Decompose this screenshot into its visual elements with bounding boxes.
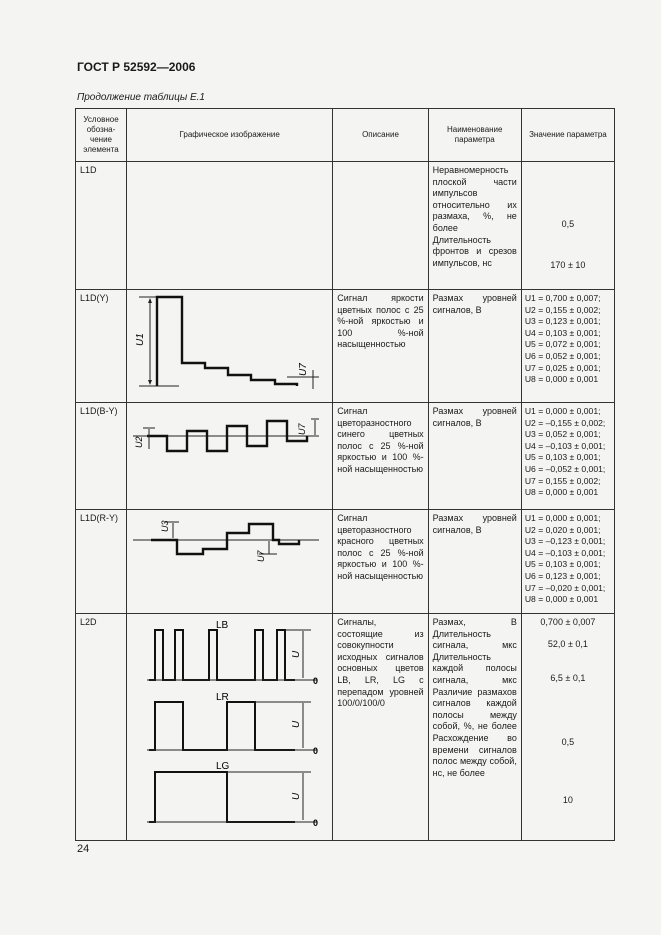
table-continuation-caption: Продолжение таблицы Е.1: [77, 92, 205, 103]
table-row: [76, 290, 615, 403]
value-line: U1 = 0,000 ± 0,001;: [524, 513, 601, 523]
row-parameter: Неравномерность плоской части импульсов относительно их размаха, %, не более Длительность фронтов и срезов импульсов, нс: [428, 162, 521, 290]
row-parameter: Размах уровней сигналов, В: [428, 510, 521, 614]
figure-label: U7: [298, 363, 310, 376]
value-line: 0,5: [561, 219, 575, 229]
row-code: L1D(B-Y): [76, 403, 127, 510]
row-description: Сигнал цветоразностного красного цветных полос с 25 %-ной яркостью и 100 %-ной насыщенностью: [333, 510, 428, 614]
value-line: 0,5: [561, 737, 575, 747]
row-figure-empty: [127, 162, 333, 290]
value-line: U5 = 0,072 ± 0,001;: [524, 339, 601, 350]
header-parameter: Наименование параметра: [428, 109, 521, 162]
standard-title: ГОСТ Р 52592—2006: [77, 60, 196, 74]
red-diff-figure: [127, 510, 321, 610]
table-row: [76, 614, 615, 841]
value-line: 6,5 ± 0,1: [550, 673, 586, 683]
value-line: U8 = 0,000 ± 0,001: [524, 374, 599, 385]
row-code: L2D: [76, 614, 127, 841]
figure-label: LB: [216, 620, 229, 631]
value-line: 170 ± 10: [550, 259, 586, 270]
value-line: U6 = –0,052 ± 0,001;: [524, 463, 606, 474]
value-line: U5 = 0,103 ± 0,001;: [524, 559, 601, 570]
row-parameter: Размах уровней сигналов, В: [428, 403, 521, 510]
value-line: U6 = 0,052 ± 0,001;: [524, 350, 601, 361]
figure-label: U1: [135, 333, 147, 346]
row-figure: [127, 403, 333, 510]
figure-label: LG: [216, 761, 230, 772]
parameters-table: [75, 108, 615, 841]
value-line: 0,700 ± 0,007: [540, 617, 596, 627]
row-values: [521, 162, 614, 290]
value-line: U8 = 0,000 ± 0,001: [524, 487, 599, 498]
row-values: [521, 290, 614, 403]
row-values: [521, 510, 614, 614]
figure-label: U7: [256, 550, 267, 562]
row-code: L1D: [76, 162, 127, 290]
row-figure: [127, 614, 333, 841]
header-code: Условное обозна-чение элемента: [76, 109, 127, 162]
value-line: U3 = 0,052 ± 0,001;: [524, 429, 601, 440]
value-line: U2 = 0,155 ± 0,002;: [524, 304, 601, 315]
value-line: U3 = –0,123 ± 0,001;: [524, 536, 606, 547]
row-description: [333, 162, 428, 290]
value-line: 10: [562, 795, 573, 805]
row-figure: [127, 510, 333, 614]
value-line: U2 = –0,155 ± 0,002;: [524, 417, 606, 428]
figure-label: 0: [313, 818, 319, 828]
value-line: U5 = 0,103 ± 0,001;: [524, 452, 601, 463]
header-description: Описание: [333, 109, 428, 162]
figure-label: 0: [313, 676, 319, 686]
row-code: L1D(Y): [76, 290, 127, 403]
value-line: U4 = –0,103 ± 0,001;: [524, 547, 606, 558]
row-code: L1D(R-Y): [76, 510, 127, 614]
row-description: Сигнал цветоразностного синего цветных полос с 25 %-ной яркостью и 100 %-ной насыщенностью: [333, 403, 428, 510]
value-line: U1 = 0,700 ± 0,007;: [524, 293, 601, 303]
value-line: U1 = 0,000 ± 0,001;: [524, 406, 601, 416]
row-description: Сигнал яркости цветных полос с 25 %-ной яркостью и 100 %-ной насыщенностью: [333, 290, 428, 403]
blue-diff-figure: [127, 403, 321, 507]
figure-label: U: [291, 792, 303, 800]
header-value: Значение параметра: [521, 109, 614, 162]
figure-label: 0: [313, 746, 319, 756]
value-line: U7 = –0,020 ± 0,001;: [524, 582, 606, 593]
table-row: [76, 162, 615, 290]
value-line: U7 = 0,155 ± 0,002;: [524, 475, 601, 486]
figure-label: U7: [297, 423, 308, 435]
row-values: [521, 403, 614, 510]
figure-label: U2: [134, 436, 145, 448]
page-number: 24: [77, 843, 90, 855]
value-line: 52,0 ± 0,1: [547, 639, 588, 649]
figure-label: U3: [160, 520, 171, 532]
value-line: U8 = 0,000 ± 0,001: [524, 594, 599, 605]
figure-label: LR: [216, 692, 229, 703]
table-row: [76, 403, 615, 510]
table-row: [76, 510, 615, 614]
table-header-row: [76, 109, 615, 162]
value-line: U3 = 0,123 ± 0,001;: [524, 316, 601, 327]
row-parameter: Размах уровней сигналов, В: [428, 290, 521, 403]
row-values: [521, 614, 614, 841]
luma-bars-figure: [127, 290, 321, 398]
row-figure: [127, 290, 333, 403]
value-line: U2 = 0,020 ± 0,001;: [524, 524, 601, 535]
value-line: U4 = –0,103 ± 0,001;: [524, 440, 606, 451]
value-line: U4 = 0,103 ± 0,001;: [524, 327, 601, 338]
row-parameter: Размах, В Длительность сигнала, мкс Длительность каждой полосы сигнала, мкс Различие размахов сигналов каждой полосы между собой, %, не более Расхождение во времени сигналов полос между собой, нс, не более: [428, 614, 521, 841]
primary-colors-figure: [127, 614, 321, 836]
figure-label: U: [291, 650, 303, 658]
value-line: U6 = 0,123 ± 0,001;: [524, 570, 601, 581]
value-line: U7 = 0,025 ± 0,001;: [524, 362, 601, 373]
header-figure: Графическое изображение: [127, 109, 333, 162]
figure-label: U: [291, 720, 303, 728]
row-description: Сигналы, состоящие из совокупности исходных сигналов основных цветов LB, LR, LG с перепадом уровней 100/0/100/0: [333, 614, 428, 841]
